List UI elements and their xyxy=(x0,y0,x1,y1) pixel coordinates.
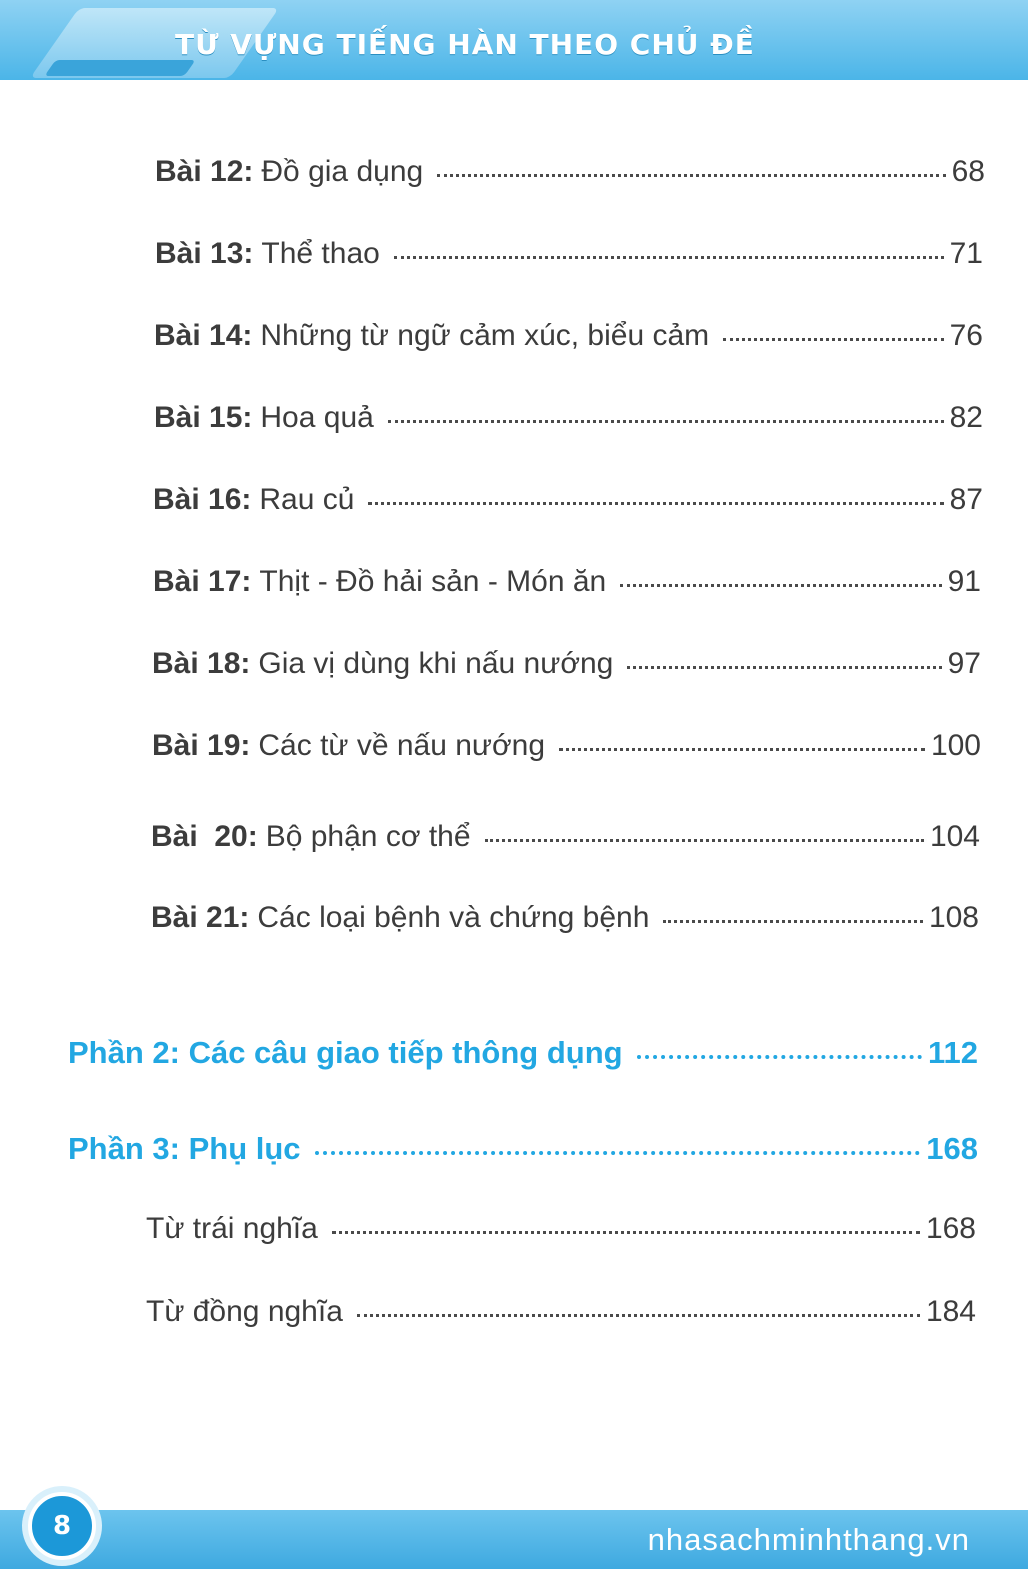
dot-leader xyxy=(723,338,943,341)
appendix-title: Từ đồng nghĩa xyxy=(146,1295,343,1328)
page-number: 112 xyxy=(927,1035,978,1070)
toc-entry-lesson-15[interactable] xyxy=(154,401,983,435)
dot-leader xyxy=(627,666,941,669)
toc-entry-part-3[interactable] xyxy=(68,1131,978,1167)
lesson-title: Bộ phận cơ thể xyxy=(265,820,471,853)
toc-entry-antonyms[interactable] xyxy=(146,1212,976,1246)
page-number: 76 xyxy=(949,319,983,352)
lesson-title: Gia vị dùng khi nấu nướng xyxy=(258,647,614,680)
lesson-title: Đồ gia dụng xyxy=(261,155,424,188)
lesson-label: Bài 14: xyxy=(154,319,253,352)
part-title: Phần 2: Các câu giao tiếp thông dụng xyxy=(68,1035,623,1070)
dot-leader xyxy=(637,1055,922,1059)
lesson-title: Rau củ xyxy=(259,483,355,516)
dot-leader xyxy=(620,584,941,587)
page-number: 82 xyxy=(949,401,983,434)
toc-entry-lesson-12[interactable] xyxy=(155,155,985,189)
page-number-badge xyxy=(22,1486,102,1566)
lesson-label: Bài 19: xyxy=(152,729,251,762)
toc-entry-lesson-17[interactable] xyxy=(153,565,981,599)
lesson-title: Những từ ngữ cảm xúc, biểu cảm xyxy=(260,319,710,352)
toc-entry-part-2[interactable] xyxy=(68,1035,978,1071)
page-number: 68 xyxy=(951,155,985,188)
website-url[interactable]: nhasachminhthang.vn xyxy=(647,1522,970,1557)
toc-entry-lesson-18[interactable] xyxy=(152,647,981,681)
toc-entry-lesson-14[interactable] xyxy=(154,319,983,353)
dot-leader xyxy=(388,420,944,423)
toc-entry-synonyms[interactable] xyxy=(146,1295,976,1329)
lesson-label: Bài 20: xyxy=(151,820,258,853)
page-number: 71 xyxy=(949,237,983,270)
lesson-title: Thể thao xyxy=(261,237,380,270)
page-number-text: 8 xyxy=(28,1492,96,1560)
page-number: 91 xyxy=(947,565,981,598)
header-tab-shadow xyxy=(44,60,195,76)
page-number: 108 xyxy=(928,901,979,934)
dot-leader xyxy=(485,839,924,842)
lesson-label: Bài 16: xyxy=(153,483,252,516)
page-number: 168 xyxy=(925,1212,976,1245)
book-title: TỪ VỰNG TIẾNG HÀN THEO CHỦ ĐỀ xyxy=(175,28,755,61)
dot-leader xyxy=(357,1314,920,1317)
page-number: 100 xyxy=(930,729,981,762)
lesson-title: Các loại bệnh và chứng bệnh xyxy=(257,901,650,934)
page-number: 104 xyxy=(929,820,980,853)
dot-leader xyxy=(332,1231,920,1234)
lesson-label: Bài 12: xyxy=(155,155,254,188)
lesson-label: Bài 13: xyxy=(155,237,254,270)
lesson-label: Bài 17: xyxy=(153,565,252,598)
page-number: 168 xyxy=(926,1131,978,1166)
dot-leader xyxy=(437,174,945,177)
page-number: 87 xyxy=(949,483,983,516)
dot-leader xyxy=(368,502,943,505)
lesson-label: Bài 15: xyxy=(154,401,253,434)
toc-entry-lesson-16[interactable] xyxy=(153,483,983,517)
dot-leader xyxy=(559,748,925,751)
dot-leader xyxy=(315,1151,921,1155)
lesson-label: Bài 18: xyxy=(152,647,251,680)
lesson-title: Các từ về nấu nướng xyxy=(258,729,546,762)
page-number: 184 xyxy=(925,1295,976,1328)
lesson-label: Bài 21: xyxy=(151,901,250,934)
toc-entry-lesson-19[interactable] xyxy=(152,729,981,763)
dot-leader xyxy=(394,256,944,259)
appendix-title: Từ trái nghĩa xyxy=(146,1212,318,1245)
toc-entry-lesson-21[interactable] xyxy=(151,901,979,935)
toc-entry-lesson-13[interactable] xyxy=(155,237,983,271)
lesson-title: Thịt - Đồ hải sản - Món ăn xyxy=(259,565,607,598)
lesson-title: Hoa quả xyxy=(260,401,374,434)
part-title: Phần 3: Phụ lục xyxy=(68,1131,301,1166)
page-number: 97 xyxy=(947,647,981,680)
toc-entry-lesson-20[interactable] xyxy=(151,820,980,854)
dot-leader xyxy=(663,920,923,923)
